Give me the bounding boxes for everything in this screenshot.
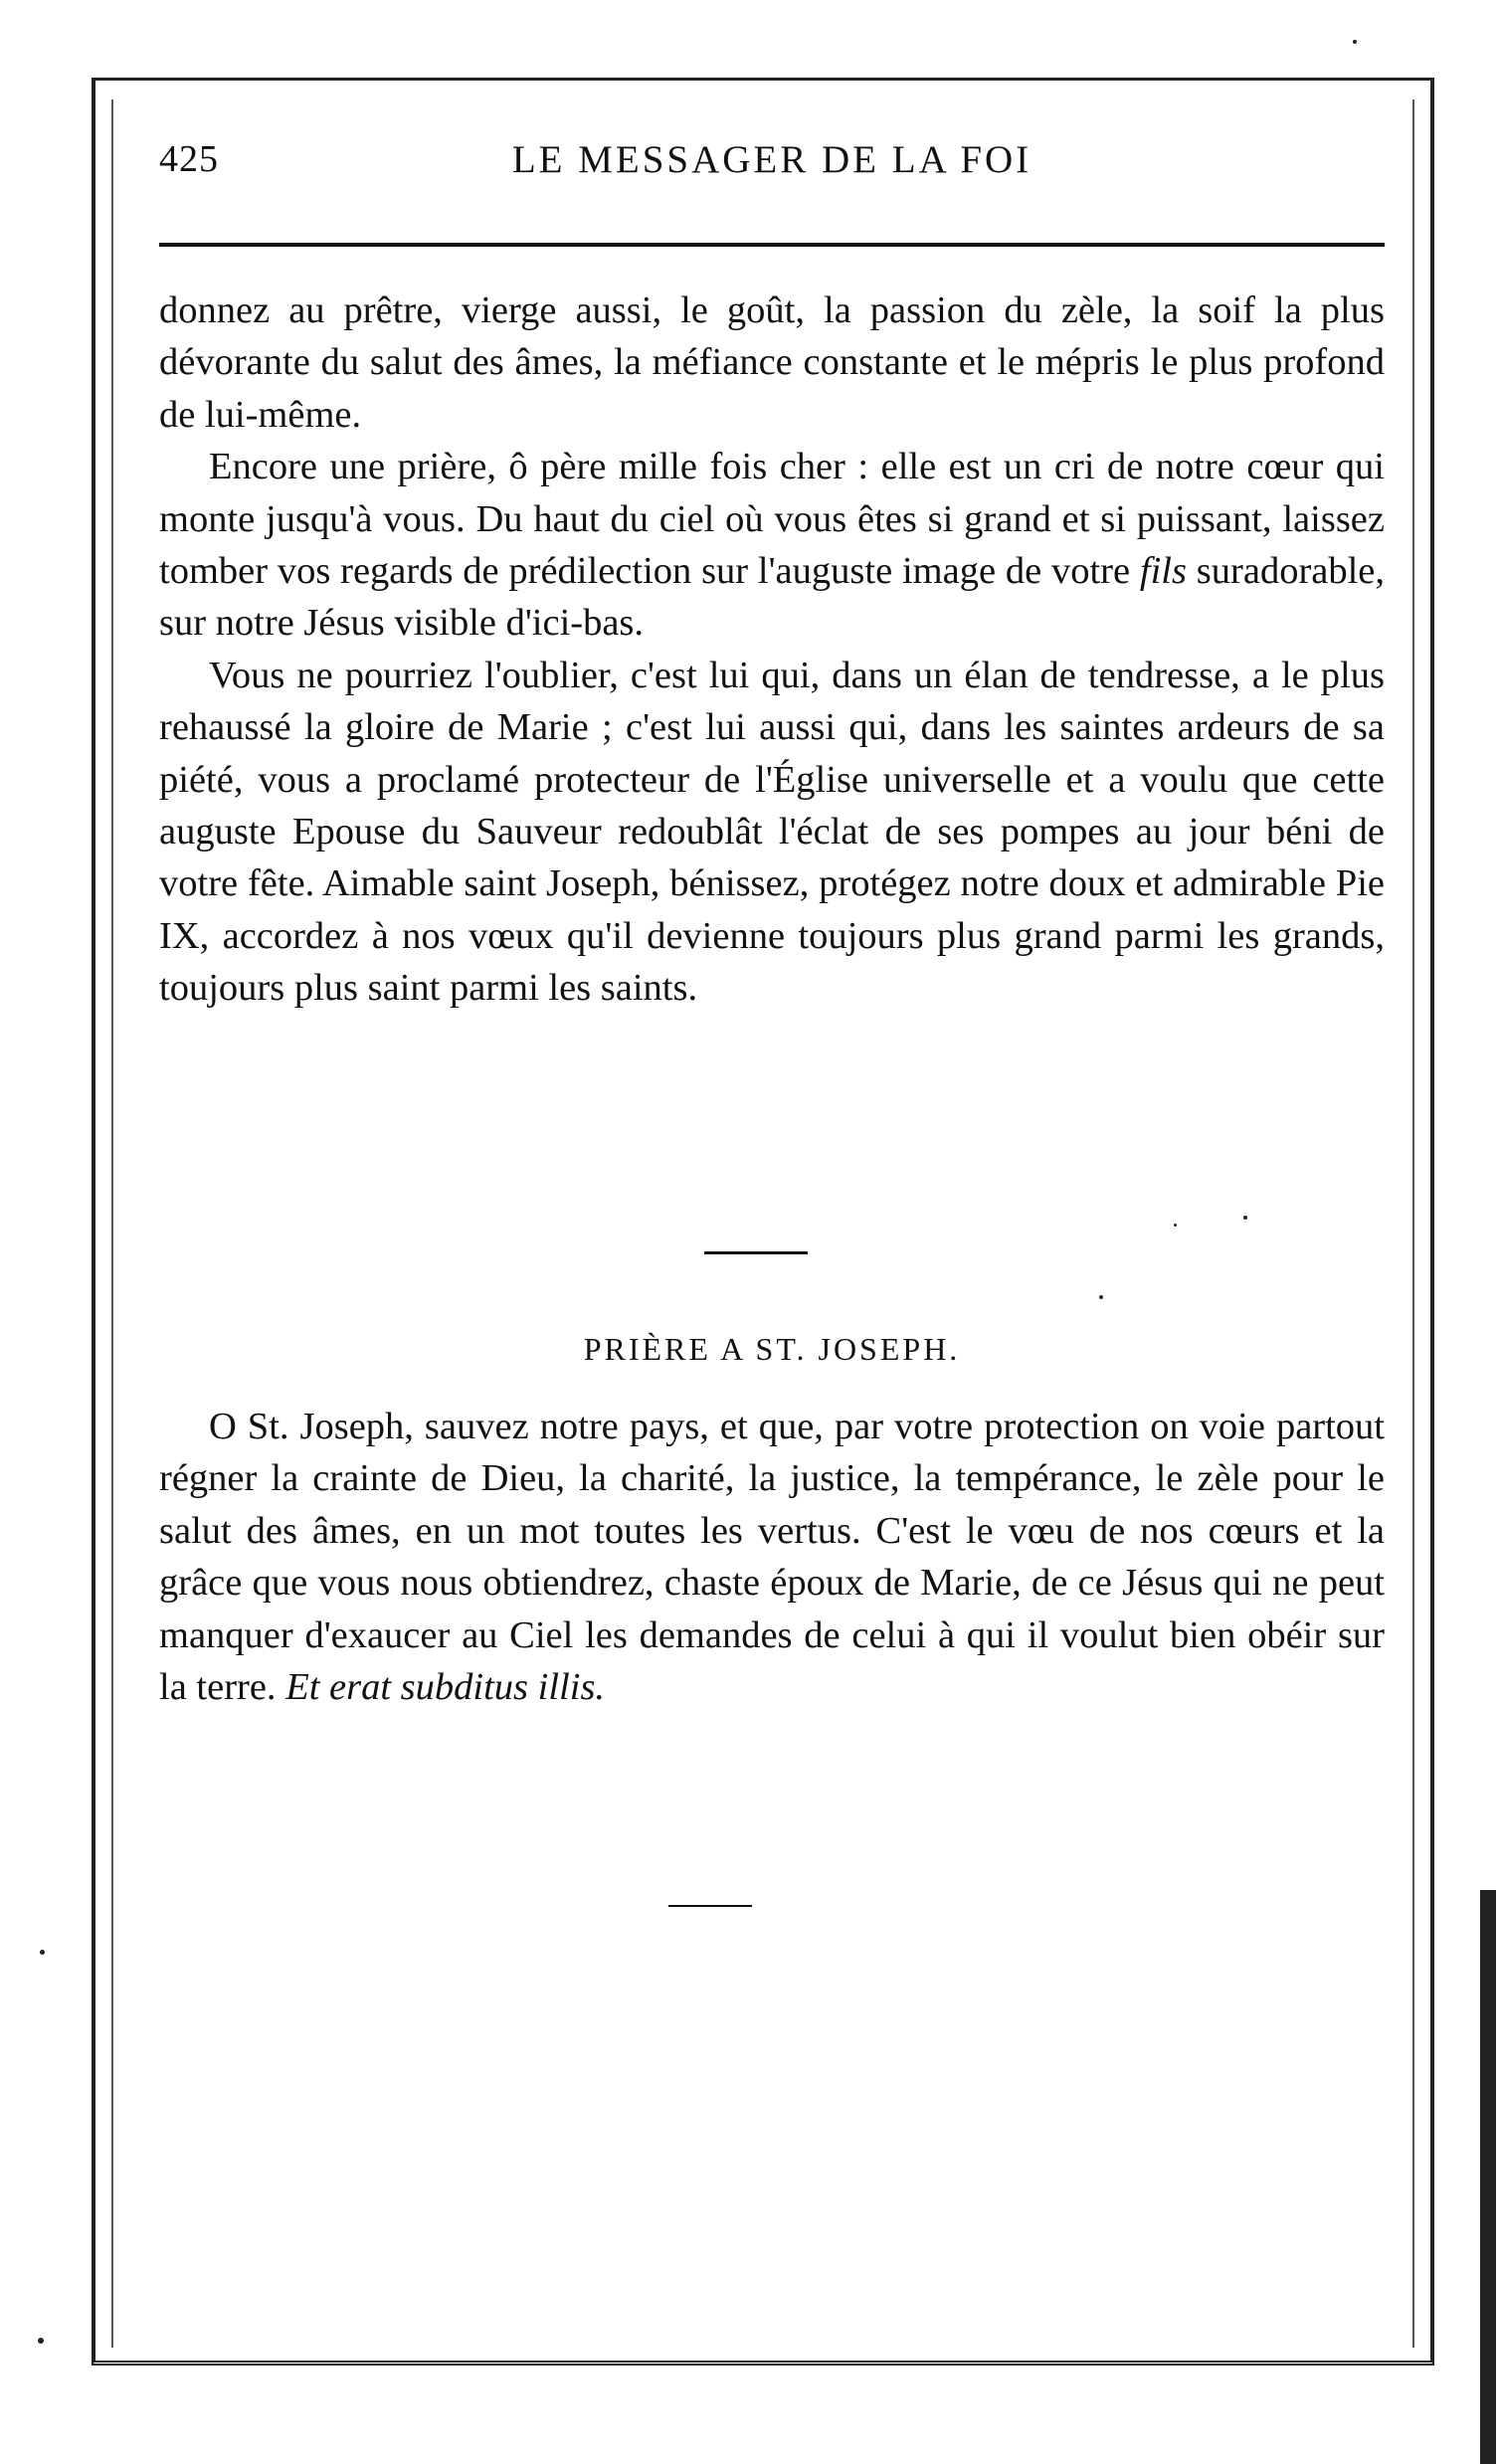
right-inner-rule xyxy=(1412,99,1414,2348)
page-header xyxy=(159,137,1385,197)
left-inner-rule xyxy=(111,99,113,2348)
prayer-latin: Et erat subditus illis. xyxy=(285,1666,606,1709)
paragraph-saint-joseph: Vous ne pourriez l'oublier, c'est lui qui, dans un élan de tendresse, a le plus rehaussé la gloire de Marie ; c'est lui aussi qui, dans les saintes ardeurs de sa piété, vous a proclamé protecteur de l'Église universelle et a voulu que cette auguste Epouse du Sauveur redoublât l'éclat de ses pompes au jour béni de votre fête. Aimable saint Joseph, bénissez, protégez notre doux et admirable Pie IX, accordez à nos vœux qu'il devienne toujours plus grand parmi les grands, toujours plus saint parmi les saints. xyxy=(159,654,1385,1010)
page-edge-shadow xyxy=(1480,1890,1496,2464)
prayer-text-block xyxy=(159,1401,1385,1713)
ink-speck xyxy=(1353,40,1357,44)
paragraph-prayer-intro-text: Encore une prière, ô père mille fois cher : elle est un cri de notre cœur qui monte jusqu'à vous. Du haut du ciel où vous êtes si grand et si puissant, laissez tomber vos regards de prédilection sur l'auguste image de votre xyxy=(159,446,1385,593)
ink-speck xyxy=(1174,1224,1177,1227)
ink-speck xyxy=(1243,1216,1247,1220)
section-separator xyxy=(704,1251,808,1254)
paragraph-prayer-intro-end: suradorable, sur notre Jésus visible d'ici-bas. xyxy=(159,550,1386,645)
section-title: PRIÈRE A ST. JOSEPH. xyxy=(583,1331,961,1367)
paragraph-continuation: donnez au prêtre, vierge aussi, le goût, la passion du zèle, la soif la plus dévorante du salut des âmes, la méfiance constante et le mépris le plus profond de lui-même. xyxy=(159,289,1385,436)
prayer-paragraph xyxy=(159,1401,1385,1713)
header-rule xyxy=(159,243,1385,247)
ink-speck xyxy=(38,2338,44,2344)
ink-speck xyxy=(1099,1295,1103,1299)
prayer-body: O St. Joseph, sauvez notre pays, et que, par votre protection on voie partout régner la crainte de Dieu, la charité, la justice, la tempérance, le zèle pour le salut des âmes, en un mot toutes les vertus. C'est le vœu de nos cœurs et la grâce que vous nous obtiendrez, chaste époux de Marie, de ce Jésus qui ne peut manquer d'exaucer au Ciel les demandes de celui à qui il voulut bien obéir sur la terre. xyxy=(159,1406,1385,1709)
running-title: LE MESSAGER DE LA FOI xyxy=(511,138,1032,181)
main-text-block xyxy=(159,284,1385,1015)
paragraph-prayer-intro xyxy=(159,441,1385,650)
page-number: 425 xyxy=(159,138,219,180)
ink-speck xyxy=(40,1950,45,1955)
end-separator xyxy=(668,1905,752,1907)
italic-word-fils: fils xyxy=(1139,550,1187,593)
